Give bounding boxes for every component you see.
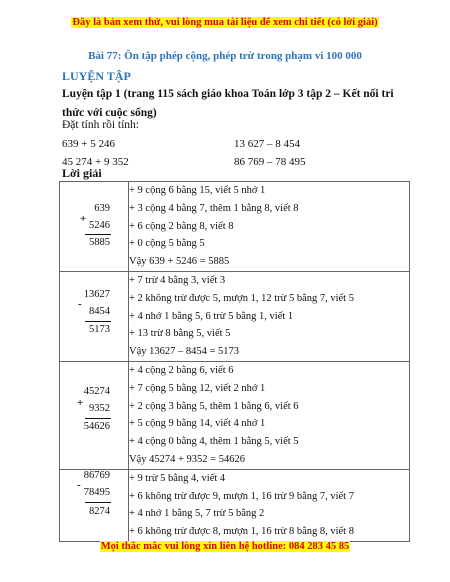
step-text: + 7 cộng 5 bằng 12, viết 2 nhớ 1 [129,382,266,394]
task-4: 86 769 – 78 495 [234,156,306,168]
result-line [85,418,111,419]
task-2: 13 627 – 8 454 [234,138,300,150]
step-text: + 6 không trừ được 8, mượn 1, 16 trừ 8 bằng 8, viết 8 [129,526,354,538]
bottom-operand: 8454 [89,305,110,317]
top-operand: 86769 [83,469,110,481]
top-operand: 45274 [83,385,110,397]
step-text: + 4 cộng 2 bằng 6, viết 6 [129,364,234,376]
instruction-text: Đặt tính rồi tính: [62,119,139,131]
step-text: + 5 cộng 9 bằng 14, viết 4 nhớ 1 [129,418,266,430]
operator-sign: - [78,297,82,310]
step-text: Vậy 45274 + 9352 = 54626 [129,453,245,465]
step-text: + 9 trừ 5 bằng 4, viết 4 [129,472,226,484]
step-text: Vậy 13627 – 8454 = 5173 [129,346,240,358]
step-text: Vậy 639 + 5246 = 5885 [129,256,230,268]
operator-sign: - [77,478,81,491]
step-text: + 3 cộng 4 bằng 7, thêm 1 bằng 8, viết 8 [129,202,299,214]
step-text: + 7 trừ 4 bằng 3, viết 3 [129,274,226,286]
solution-table [59,181,410,542]
task-3: 45 274 + 9 352 [62,156,129,168]
hotline-banner [0,536,450,554]
step-text: + 4 nhớ 1 bằng 5, 6 trừ 5 bằng 1, viết 1 [129,310,294,322]
step-text: + 2 cộng 3 bằng 5, thêm 1 bằng 6, viết 6 [129,400,299,412]
lesson-title: Bài 77: Ôn tập phép cộng, phép trừ trong phạm vi 100 000 [88,50,362,62]
column-calculation [60,469,129,541]
step-text: + 0 cộng 5 bằng 5 [129,238,205,250]
column-calculation [60,271,129,361]
explanation-steps [129,361,410,469]
result-line [85,502,111,503]
top-operand: 639 [94,203,110,214]
solution-row [60,271,410,361]
solution-row [60,469,410,541]
step-text: + 6 cộng 2 bằng 8, viết 8 [129,220,234,232]
preview-banner [0,12,450,30]
result-line [85,321,111,322]
result: 8274 [89,505,110,517]
bottom-operand: 5246 [89,220,110,231]
hotline-text: Mọi thắc mắc vui lòng xin liên hệ hotline: 084 283 45 85 [100,541,350,552]
result-line [85,234,111,235]
column-calculation [60,182,129,272]
result: 5885 [89,237,110,248]
solution-row [60,182,410,272]
task-1: 639 + 5 246 [62,138,115,150]
solution-row [60,361,410,469]
section-heading: LUYỆN TẬP [62,69,131,83]
explanation-steps [129,182,410,272]
explanation-steps [129,469,410,541]
top-operand: 13627 [83,288,110,300]
step-text: + 4 cộng 0 bằng 4, thêm 1 bằng 5, viết 5 [129,436,299,448]
operator-sign: + [77,396,84,409]
bottom-operand: 78495 [83,486,110,498]
step-text: + 13 trừ 8 bằng 5, viết 5 [129,328,231,340]
answer-heading: Lời giải [62,166,102,180]
step-text: + 9 cộng 6 bằng 15, viết 5 nhớ 1 [129,185,266,196]
operator-sign: + [80,213,87,225]
exercise-title: Luyện tập 1 (trang 115 sách giáo khoa Toán lớp 3 tập 2 – Kết nối tri thức với cuộc sống) [62,88,394,119]
step-text: + 2 không trừ được 5, mượn 1, 12 trừ 5 bằng 7, viết 5 [129,292,354,304]
step-text: + 4 nhớ 1 bằng 5, 7 trừ 5 bằng 2 [129,508,265,520]
preview-banner-text: Đây là bản xem thử, vui lòng mua tài liệu để xem chi tiết (có lời giải) [72,17,378,28]
step-text: + 6 không trừ được 9, mượn 1, 16 trừ 9 bằng 7, viết 7 [129,490,354,502]
column-calculation [60,361,129,469]
result: 54626 [83,420,110,432]
bottom-operand: 9352 [89,402,110,414]
result: 5173 [89,323,110,335]
explanation-steps [129,271,410,361]
